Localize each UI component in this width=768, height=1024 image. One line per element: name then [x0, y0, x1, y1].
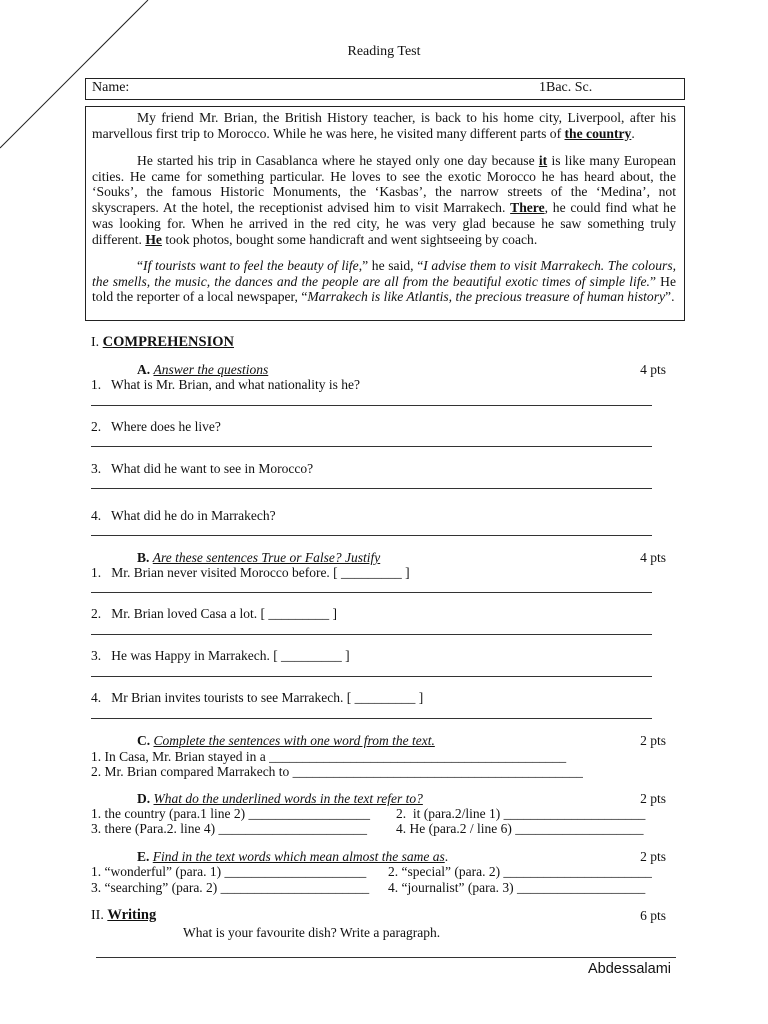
paragraph-1: My friend Mr. Brian, the British History teacher, is back to his home city, Liverpool, after his marvellous first trip to Morocco. While he was here, he visited many different parts of the country. — [92, 110, 676, 141]
subsection-a-heading: A. Answer the questions — [137, 362, 269, 377]
answer-line[interactable] — [91, 405, 652, 406]
answer-line[interactable] — [91, 446, 652, 447]
writing-answer-line[interactable] — [96, 957, 676, 958]
statement-b2: 2. Mr. Brian loved Casa a lot. [ _________ ] — [91, 606, 337, 621]
points-c: 2 pts — [640, 733, 666, 748]
paragraph-2: He started his trip in Casablanca where he stayed only one day because it is like many European cities. He came for something particular. He loves to see the exotic Morocco he has heard about, the ‘Souks’, the famous Historic Monuments, the ‘Kasbas’, the narrow streets of the ‘Medina’, not skyscrapers. At the hotel, the receptionist advised him to visit Marrakech. There, he could find what he was looking for. When he arrived in the red city, he was very glad because he saw something truly different. He took photos, bought some handicraft and went sightseeing by coach. — [92, 153, 676, 247]
statement-b4: 4. Mr Brian invites tourists to see Marrakech. [ _________ ] — [91, 690, 424, 705]
answer-line[interactable] — [91, 488, 652, 489]
question-a2: 2. Where does he live? — [91, 419, 221, 434]
statement-b3: 3. He was Happy in Marrakech. [ _________ ] — [91, 648, 350, 663]
underlined-word: it — [538, 153, 548, 168]
underlined-word: There — [510, 200, 545, 216]
question-a1: 1. What is Mr. Brian, and what nationality is he? — [91, 377, 360, 392]
synonym-e2: 2. “special” (para. 2) ______________________ — [388, 864, 652, 879]
subsection-b-heading: B. Are these sentences True or False? Justify — [137, 550, 381, 565]
name-label: Name: — [92, 80, 130, 95]
points-writing: 6 pts — [640, 908, 666, 923]
reading-text-box — [85, 106, 685, 321]
answer-line[interactable] — [91, 718, 652, 719]
sentence-c2: 2. Mr. Brian compared Marrakech to ___________________________________________ — [91, 764, 583, 779]
section-comprehension-heading: I. COMPREHENSION — [91, 334, 234, 350]
writing-prompt: What is your favourite dish? Write a paragraph. — [183, 925, 441, 940]
synonym-e1: 1. “wonderful” (para. 1) _____________________ — [91, 864, 367, 879]
synonym-e3: 3. “searching” (para. 2) ______________________ — [91, 880, 370, 895]
reference-d3: 3. there (Para.2. line 4) ______________________ — [91, 821, 367, 836]
name-box — [85, 78, 685, 100]
synonym-e4: 4. “journalist” (para. 3) ___________________ — [388, 880, 646, 895]
underlined-word: He — [145, 231, 162, 247]
answer-line[interactable] — [91, 676, 652, 677]
section-writing-heading: II. Writing — [91, 907, 157, 923]
points-b: 4 pts — [640, 550, 666, 565]
subsection-c-heading: C. Complete the sentences with one word from the text. — [137, 733, 435, 748]
answer-line[interactable] — [91, 634, 652, 635]
question-a3: 3. What did he want to see in Morocco? — [91, 461, 314, 476]
class-label: 1Bac. Sc. — [539, 80, 593, 95]
subsection-e-heading: E. Find in the text words which mean almost the same as. — [137, 849, 449, 864]
paragraph-3: “If tourists want to feel the beauty of life,” he said, “I advise them to visit Marrakech. The colours, the smells, the music, the dances and the people are all from the beautiful exotic times of simple life.” He told the reporter of a local newspaper, “Marrakech is like Atlantis, the precious treasure of human history”. — [92, 258, 677, 305]
author-signature: Abdessalami — [588, 961, 672, 977]
points-d: 2 pts — [640, 791, 666, 806]
sentence-c1: 1. In Casa, Mr. Brian stayed in a ____________________________________________ — [91, 749, 567, 764]
page-title: Reading Test — [347, 44, 421, 59]
statement-b1: 1. Mr. Brian never visited Morocco before. [ _________ ] — [91, 565, 410, 580]
subsection-d-heading: D. What do the underlined words in the text refer to? — [137, 791, 423, 806]
points-a: 4 pts — [640, 362, 666, 377]
reference-d1: 1. the country (para.1 line 2) __________________ — [91, 806, 370, 821]
answer-line[interactable] — [91, 592, 652, 593]
points-e: 2 pts — [640, 849, 666, 864]
reference-d2: 2. it (para.2/line 1) _____________________ — [396, 806, 646, 821]
answer-line[interactable] — [91, 535, 652, 536]
reference-d4: 4. He (para.2 / line 6) ___________________ — [396, 821, 644, 836]
question-a4: 4. What did he do in Marrakech? — [91, 508, 276, 523]
underlined-word: the country — [564, 125, 632, 141]
